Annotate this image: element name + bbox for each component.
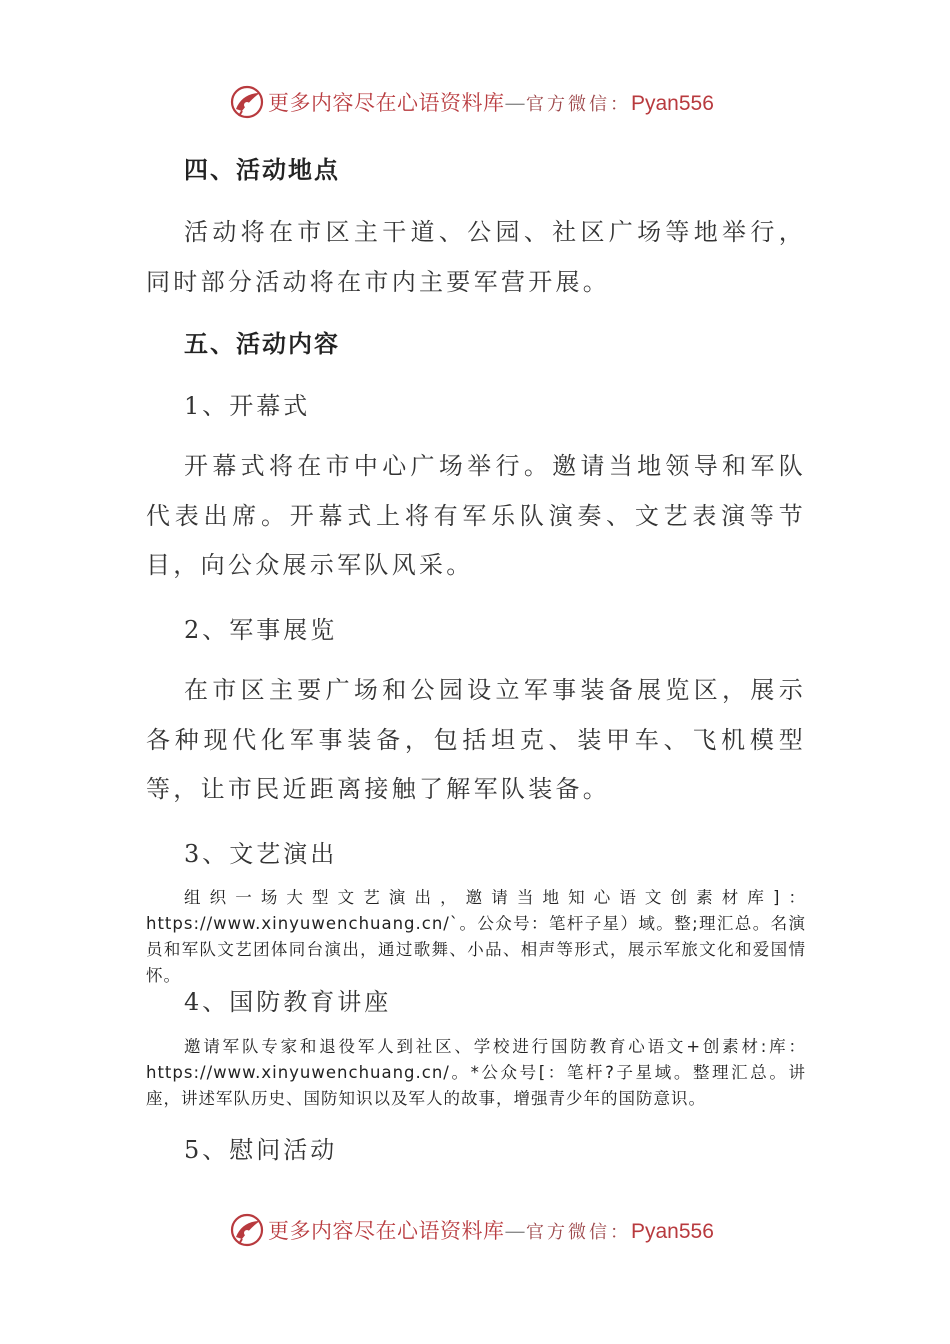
item-title-performance: 3、文艺演出 — [184, 840, 338, 868]
banner-separator: — — [504, 1219, 526, 1243]
pen-nib-logo-icon — [230, 1213, 264, 1247]
section-heading-content: 五、活动内容 — [184, 330, 340, 358]
item-title-exhibition: 2、军事展览 — [184, 616, 338, 644]
paragraph-exhibition: 在市区主要广场和公园设立军事装备展览区，展示各种现代化军事装备，包括坦克、装甲车、飞机模型等，让市民近距离接触了解军队装备。 — [146, 676, 806, 803]
banner-main-text: 更多内容尽在心语资料库 — [268, 1219, 505, 1243]
paragraph-lecture: 邀请军队专家和退役军人到社区、学校进行国防教育心语文+创素材:库：https://www.xinyuwenchuang.cn/。*公众号[：笔杆?子星域。整理汇总。讲座，讲述军队历史、国防知识以及军人的故事，增强青少年的国防意识。 — [146, 1037, 806, 1108]
banner-wechat-id: Pyan556 — [631, 1220, 714, 1243]
item-title-condolence: 5、慰问活动 — [184, 1136, 338, 1164]
banner-wechat-label: 官方微信： — [526, 1222, 631, 1243]
item-title-lecture: 4、国防教育讲座 — [184, 988, 392, 1016]
footer-banner — [230, 1210, 750, 1250]
banner-wechat-label: 官方微信： — [526, 94, 631, 115]
banner-main-text: 更多内容尽在心语资料库 — [268, 91, 505, 115]
pen-nib-logo-icon — [230, 85, 264, 119]
paragraph-location: 活动将在市区主干道、公园、社区广场等地举行，同时部分活动将在市内主要军营开展。 — [146, 218, 806, 296]
banner-separator: — — [504, 91, 526, 115]
section-heading-location: 四、活动地点 — [184, 156, 340, 184]
paragraph-performance: 组织一场大型文艺演出，邀请当地知心语文创素材库]：https://www.xinyuwenchuang.cn/`。公众号：笔杆子星）域。整;理汇总。名演员和军队文艺团体同台演出，通过歌舞、小品、相声等形式，展示军旅文化和爱国情怀。 — [146, 888, 806, 985]
header-banner — [230, 82, 750, 122]
banner-wechat-id: Pyan556 — [631, 92, 714, 115]
paragraph-opening: 开幕式将在市中心广场举行。邀请当地领导和军队代表出席。开幕式上将有军乐队演奏、文艺表演等节目，向公众展示军队风采。 — [146, 452, 806, 579]
item-title-opening: 1、开幕式 — [184, 392, 311, 420]
